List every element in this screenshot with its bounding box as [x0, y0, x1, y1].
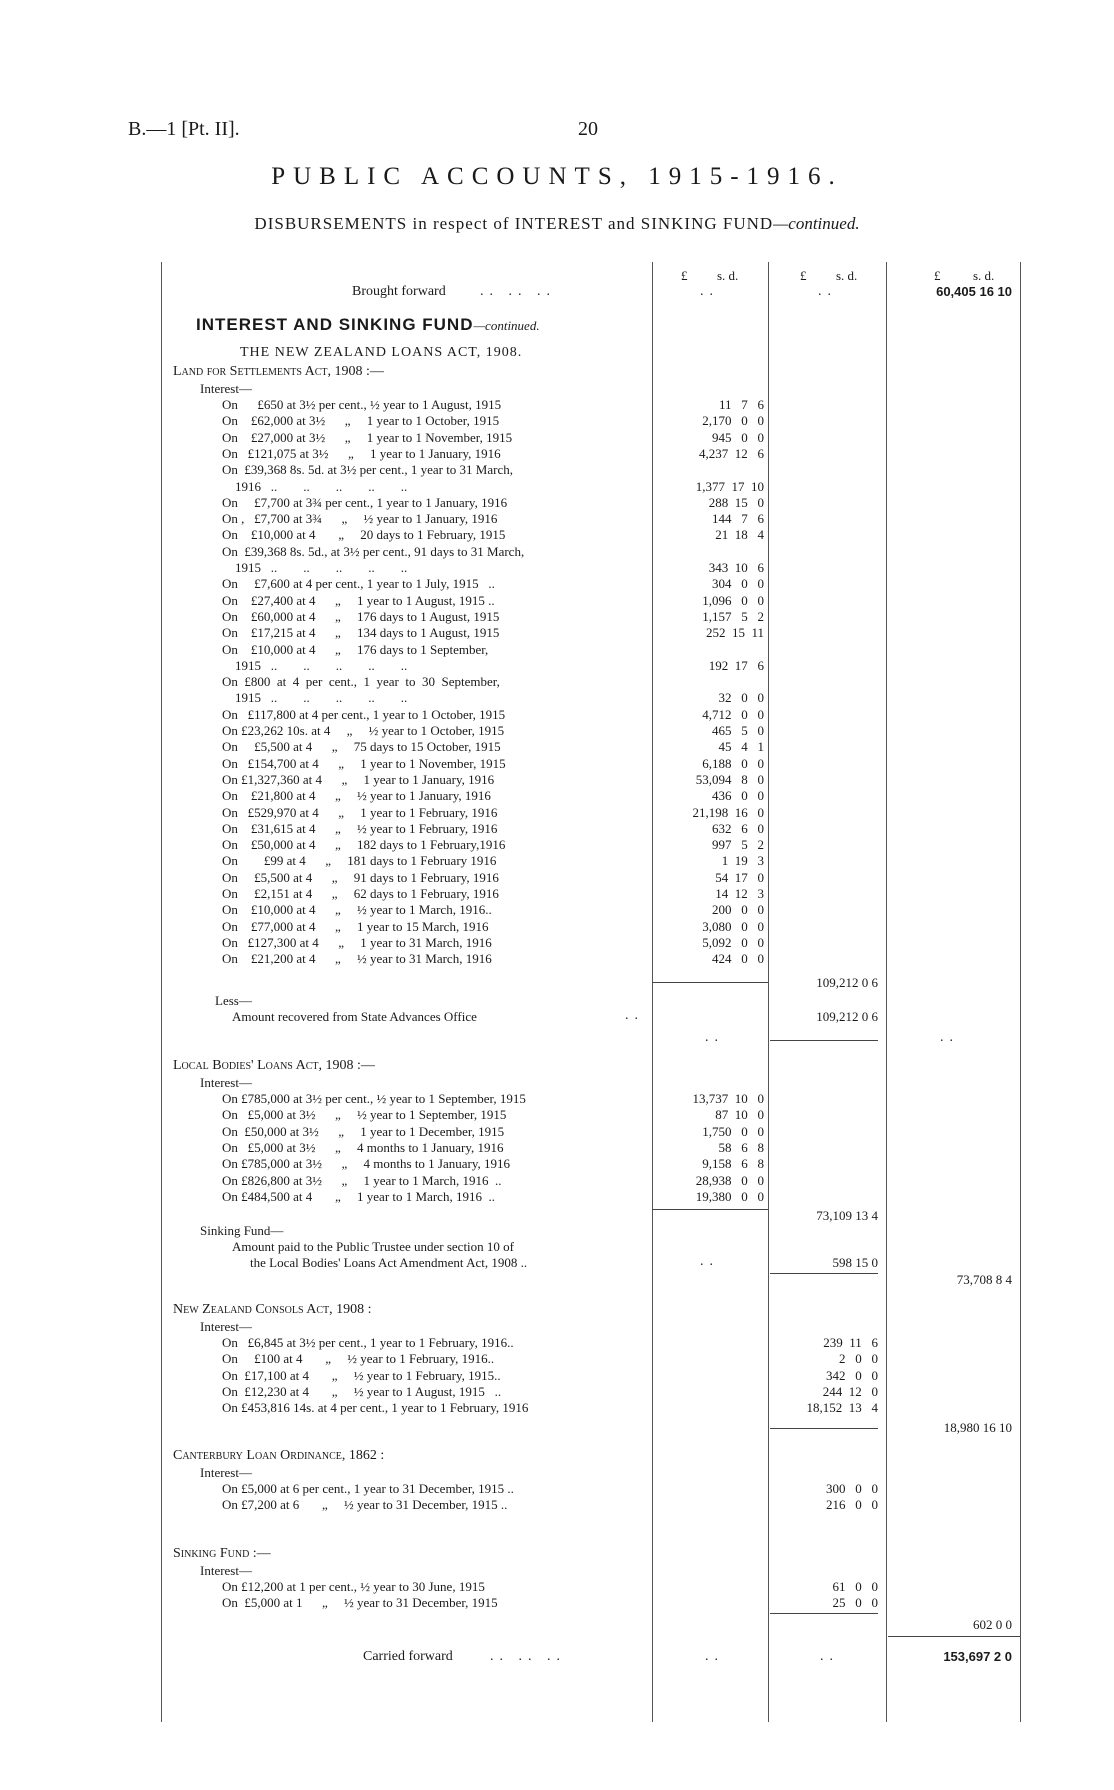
row-amount: 58 6 8	[718, 1139, 764, 1155]
main-heading-continued: —continued.	[473, 318, 540, 333]
row-amount: 200 0 0	[712, 902, 764, 918]
row-amount: 1,377 17 10	[695, 478, 764, 494]
row-description: On £62,000 at 3½ „ 1 year to 1 October, 1915	[222, 413, 500, 429]
table-row	[0, 1124, 1114, 1140]
row-description: On £1,327,360 at 4 „ 1 year to 1 January, 1916	[222, 771, 495, 787]
row-description: On £826,800 at 3½ „ 1 year to 1 March, 1916 ..	[222, 1172, 502, 1188]
subtitle-main: DISBURSEMENTS in respect of INTEREST and SINKING FUND	[254, 214, 774, 233]
col3-sd-heading: s. d.	[973, 268, 995, 283]
table-row	[0, 1400, 1114, 1416]
row-description: On £529,970 at 4 „ 1 year to 1 February, 1916	[222, 804, 498, 820]
brought-forward-label: Brought forward	[352, 284, 446, 299]
row-amount: 25 0 0	[832, 1595, 878, 1611]
table-row	[0, 1481, 1114, 1497]
table-row	[0, 853, 1114, 869]
row-description: On £21,200 at 4 „ ½ year to 31 March, 1916	[222, 951, 492, 967]
row-description: 1915 .. .. .. .. ..	[222, 690, 408, 706]
table-row	[0, 805, 1114, 821]
consols-total-row	[0, 1420, 1114, 1436]
row-amount: 21,198 16 0	[692, 804, 764, 820]
local-total-row	[0, 1272, 1114, 1288]
row-amount: 465 5 0	[712, 723, 764, 738]
table-row	[0, 609, 1114, 625]
leader-dots: .. .. ..	[480, 284, 556, 299]
row-amount: 288 15 0	[708, 494, 764, 510]
subtitle-continued: —continued.	[773, 214, 860, 233]
row-description: On £10,000 at 4 „ ½ year to 1 March, 1916..	[222, 902, 492, 918]
leader-dots: ..	[820, 1649, 839, 1664]
leader-dots: ..	[625, 1008, 644, 1023]
consols-heading: New Zealand Consols Act, 1908 :	[173, 1302, 372, 1317]
consols-total: 18,980 16 10	[943, 1420, 1012, 1435]
row-amount: 9,158 6 8	[702, 1156, 764, 1172]
row-amount: 87 10 0	[715, 1107, 764, 1123]
table-row	[0, 1595, 1114, 1611]
row-description: On £77,000 at 4 „ 1 year to 15 March, 1916	[222, 918, 489, 934]
row-description: On £5,000 at 3½ „ 4 months to 1 January, 1916	[222, 1139, 504, 1155]
land-interest-label: Interest—	[200, 381, 252, 396]
row-amount: 1,096 0 0	[702, 592, 764, 608]
row-amount: 19,380 0 0	[695, 1188, 764, 1204]
table-row	[0, 1140, 1114, 1156]
row-description: 1915 .. .. .. .. ..	[222, 560, 408, 575]
leader-dots: ..	[705, 1030, 724, 1045]
table-row	[0, 739, 1114, 755]
row-description: On £27,000 at 3½ „ 1 year to 1 November, 1915	[222, 429, 513, 445]
row-description: On £21,800 at 4 „ ½ year to 1 January, 1916	[222, 788, 491, 804]
row-amount: 436 0 0	[712, 788, 764, 804]
table-row	[0, 462, 1114, 478]
row-description: On £5,000 at 3½ „ ½ year to 1 September, 1915	[222, 1107, 507, 1123]
canterbury-heading: Canterbury Loan Ordinance, 1862 :	[173, 1448, 385, 1463]
row-amount: 53,094 8 0	[695, 771, 764, 787]
final-rule	[888, 1636, 1020, 1637]
sinking-total: 602 0 0	[973, 1617, 1012, 1632]
table-row	[0, 723, 1114, 739]
table-row	[0, 1335, 1114, 1351]
row-description: On £484,500 at 4 „ 1 year to 1 March, 1916 ..	[222, 1188, 495, 1204]
row-amount: 424 0 0	[712, 951, 764, 967]
row-description: On £5,000 at 6 per cent., 1 year to 31 December, 1915 ..	[222, 1481, 514, 1496]
table-row	[0, 593, 1114, 609]
row-description: On £27,400 at 4 „ 1 year to 1 August, 1915 ..	[222, 592, 495, 608]
row-amount: 252 15 11	[705, 625, 764, 641]
table-row	[0, 413, 1114, 429]
row-amount: 4,712 0 0	[702, 706, 764, 722]
row-amount: 2,170 0 0	[702, 413, 764, 429]
row-description: On £800 at 4 per cent., 1 year to 30 September,	[222, 674, 500, 690]
table-row	[0, 397, 1114, 413]
table-row	[0, 935, 1114, 951]
page-subtitle	[0, 214, 1114, 234]
row-description: 1915 .. .. .. .. ..	[222, 657, 408, 673]
row-amount: 632 6 0	[712, 820, 764, 836]
row-description: On £99 at 4 „ 181 days to 1 February 1916	[222, 853, 497, 869]
leader-dots: ..	[818, 284, 837, 299]
land-bottom-rule	[770, 1040, 878, 1041]
leader-dots: ..	[705, 1649, 724, 1664]
table-row	[0, 446, 1114, 462]
table-row	[0, 511, 1114, 527]
table-row	[0, 919, 1114, 935]
row-description: On £31,615 at 4 „ ½ year to 1 February, 1916	[222, 820, 498, 836]
table-row	[0, 658, 1114, 674]
col2-sd-heading: s. d.	[836, 268, 858, 283]
page-number: 20	[578, 118, 598, 140]
row-description: On £23,262 10s. at 4 „ ½ year to 1 October, 1915	[222, 723, 505, 738]
table-row	[0, 1368, 1114, 1384]
page-title: PUBLIC ACCOUNTS, 1915-1916.	[271, 163, 843, 190]
row-amount: 6,188 0 0	[702, 755, 764, 771]
land-total: 109,212 0 6	[816, 975, 878, 990]
table-row	[0, 821, 1114, 837]
table-row	[0, 1173, 1114, 1189]
table-row	[0, 756, 1114, 772]
row-description: On £39,368 8s. 5d. at 3½ per cent., 1 year to 31 March,	[222, 462, 513, 478]
row-description: On £50,000 at 3½ „ 1 year to 1 December, 1915	[222, 1123, 505, 1139]
row-description: On £117,800 at 4 per cent., 1 year to 1 October, 1915	[222, 706, 506, 722]
table-row	[0, 1091, 1114, 1107]
row-description: On £7,600 at 4 per cent., 1 year to 1 July, 1915 ..	[222, 576, 495, 592]
leader-dots: .. .. ..	[490, 1649, 566, 1664]
recovered-label: Amount recovered from State Advances Office	[232, 1009, 477, 1024]
row-amount: 32 0 0	[718, 690, 764, 706]
row-amount: 216 0 0	[826, 1497, 878, 1513]
row-amount: 28,938 0 0	[695, 1172, 764, 1188]
leader-dots: ..	[700, 284, 719, 299]
row-amount: 997 5 2	[712, 837, 764, 853]
table-row	[0, 951, 1114, 967]
sinking-fund-line-2: the Local Bodies' Loans Act Amendment Act, 1908 ..	[250, 1255, 528, 1270]
row-amount: 5,092 0 0	[702, 934, 764, 950]
table-row	[0, 788, 1114, 804]
row-amount: 2 0 0	[839, 1351, 878, 1367]
col1-sd-heading: s. d.	[717, 268, 739, 283]
table-row	[0, 544, 1114, 560]
table-row	[0, 772, 1114, 788]
brought-forward-total: 60,405 16 10	[936, 284, 1012, 299]
row-description: On £50,000 at 4 „ 182 days to 1 February,1916	[222, 837, 506, 853]
row-amount: 4,237 12 6	[699, 445, 764, 461]
row-amount: 1,157 5 2	[702, 608, 764, 624]
row-amount: 239 11 6	[823, 1335, 878, 1350]
row-amount: 61 0 0	[832, 1579, 878, 1594]
sinking-interest-label: Interest—	[200, 1563, 252, 1578]
row-description: 1916 .. .. .. .. ..	[222, 478, 408, 494]
consols-interest-label: Interest—	[200, 1319, 252, 1334]
row-description: On £2,151 at 4 „ 62 days to 1 February, 1916	[222, 886, 499, 901]
row-amount: 54 17 0	[715, 869, 764, 885]
row-amount: 45 4 1	[718, 739, 764, 755]
document-reference: B.—1 [Pt. II].	[128, 118, 240, 140]
sinking-total-row	[0, 1617, 1114, 1633]
table-row	[0, 479, 1114, 495]
land-total-row	[0, 975, 1114, 991]
recovered-amount: 109,212 0 6	[816, 1009, 878, 1024]
col3-pound-heading: £	[934, 268, 941, 283]
row-amount: 21 18 4	[715, 527, 764, 543]
row-description: On £650 at 3½ per cent., ½ year to 1 August, 1915	[222, 397, 502, 412]
row-amount: 304 0 0	[712, 576, 764, 592]
row-description: On £453,816 14s. at 4 per cent., 1 year to 1 February, 1916	[222, 1400, 529, 1416]
row-amount: 11 7 6	[718, 397, 764, 412]
row-amount: 14 12 3	[715, 886, 764, 901]
table-row	[0, 837, 1114, 853]
less-label: Less—	[215, 993, 252, 1008]
canterbury-interest-label: Interest—	[200, 1465, 252, 1480]
table-row	[0, 886, 1114, 902]
leader-dots: ..	[700, 1254, 719, 1269]
row-description: On , £7,700 at 3¾ „ ½ year to 1 January, 1916	[222, 511, 498, 527]
row-description: On £39,368 8s. 5d., at 3½ per cent., 91 days to 31 March,	[222, 543, 525, 559]
row-description: On £154,700 at 4 „ 1 year to 1 November, 1915	[222, 755, 506, 771]
sinking-fund-heading: Sinking Fund :—	[173, 1546, 271, 1561]
row-description: On £5,000 at 1 „ ½ year to 31 December, 1915	[222, 1595, 498, 1611]
sinking-fund-line-1: Amount paid to the Public Trustee under section 10 of	[232, 1239, 515, 1254]
carried-forward-label: Carried forward	[363, 1649, 453, 1664]
table-row	[0, 642, 1114, 658]
row-description: On £7,700 at 3¾ per cent., 1 year to 1 January, 1916	[222, 494, 508, 510]
row-amount: 192 17 6	[708, 657, 764, 673]
local-interest-total: 73,109 13 4	[816, 1208, 878, 1223]
row-description: On £5,500 at 4 „ 91 days to 1 February, 1916	[222, 869, 499, 885]
table-row	[0, 625, 1114, 641]
row-amount: 342 0 0	[826, 1367, 878, 1383]
table-row	[0, 1107, 1114, 1123]
local-interest-total-row	[0, 1208, 1114, 1224]
sinking-fund-amount: 598 15 0	[832, 1255, 878, 1270]
row-amount: 343 10 6	[708, 560, 764, 575]
table-row	[0, 1497, 1114, 1513]
local-bodies-heading: Local Bodies' Loans Act, 1908 :—	[173, 1058, 375, 1073]
table-row	[0, 1189, 1114, 1205]
main-heading-bold: INTEREST AND SINKING FUND	[196, 315, 474, 334]
table-row	[0, 576, 1114, 592]
row-description: On £785,000 at 3½ per cent., ½ year to 1 September, 1915	[222, 1091, 526, 1106]
row-description: On £6,845 at 3½ per cent., 1 year to 1 February, 1916..	[222, 1335, 514, 1350]
row-amount: 3,080 0 0	[702, 918, 764, 934]
table-row	[0, 560, 1114, 576]
table-row	[0, 707, 1114, 723]
row-description: On £12,200 at 1 per cent., ½ year to 30 June, 1915	[222, 1579, 485, 1594]
row-amount: 144 7 6	[712, 511, 764, 527]
table-row	[0, 1351, 1114, 1367]
table-row	[0, 690, 1114, 706]
row-description: On £17,100 at 4 „ ½ year to 1 February, 1915..	[222, 1367, 501, 1383]
table-row	[0, 902, 1114, 918]
row-description: On £7,200 at 6 „ ½ year to 31 December, 1915 ..	[222, 1497, 508, 1513]
table-row	[0, 1384, 1114, 1400]
local-total: 73,708 8 4	[956, 1272, 1012, 1287]
row-amount: 13,737 10 0	[692, 1091, 764, 1106]
row-description: On £5,500 at 4 „ 75 days to 15 October, 1915	[222, 739, 501, 755]
col1-pound-heading: £	[681, 268, 688, 283]
table-row	[0, 870, 1114, 886]
row-description: On £17,215 at 4 „ 134 days to 1 August, 1915	[222, 625, 500, 641]
carried-forward-total: 153,697 2 0	[943, 1649, 1012, 1664]
row-description: On £60,000 at 4 „ 176 days to 1 August, 1915	[222, 608, 500, 624]
land-settlements-heading: Land for Settlements Act, 1908 :—	[173, 364, 384, 379]
table-row	[0, 430, 1114, 446]
row-description: On £121,075 at 3½ „ 1 year to 1 January, 1916	[222, 445, 501, 461]
sinking-subtotal-rule	[770, 1613, 878, 1614]
row-description: On £12,230 at 4 „ ½ year to 1 August, 1915 ..	[222, 1383, 502, 1399]
row-amount: 18,152 13 4	[806, 1400, 878, 1416]
row-description: On £785,000 at 3½ „ 4 months to 1 January, 1916	[222, 1156, 511, 1172]
row-description: On £127,300 at 4 „ 1 year to 31 March, 1916	[222, 934, 492, 950]
table-row	[0, 495, 1114, 511]
table-row	[0, 1579, 1114, 1595]
row-amount: 1,750 0 0	[702, 1123, 764, 1139]
row-description: On £10,000 at 4 „ 176 days to 1 September,	[222, 641, 489, 657]
table-row	[0, 527, 1114, 543]
row-description: On £100 at 4 „ ½ year to 1 February, 1916..	[222, 1351, 495, 1367]
col2-pound-heading: £	[800, 268, 807, 283]
row-amount: 244 12 0	[822, 1383, 878, 1399]
table-row	[0, 674, 1114, 690]
leader-dots: ..	[940, 1030, 959, 1045]
sinking-fund-row	[0, 1255, 1114, 1271]
row-amount: 1 19 3	[721, 853, 764, 869]
act-heading: THE NEW ZEALAND LOANS ACT, 1908.	[240, 345, 523, 360]
recovered-row	[0, 1009, 1114, 1025]
sinking-fund-label: Sinking Fund—	[200, 1223, 284, 1238]
row-amount: 300 0 0	[826, 1481, 878, 1496]
local-interest-label: Interest—	[200, 1075, 252, 1090]
row-description: On £10,000 at 4 „ 20 days to 1 February, 1915	[222, 527, 506, 543]
row-amount: 945 0 0	[712, 429, 764, 445]
table-row	[0, 1156, 1114, 1172]
section-main-heading	[196, 315, 540, 335]
